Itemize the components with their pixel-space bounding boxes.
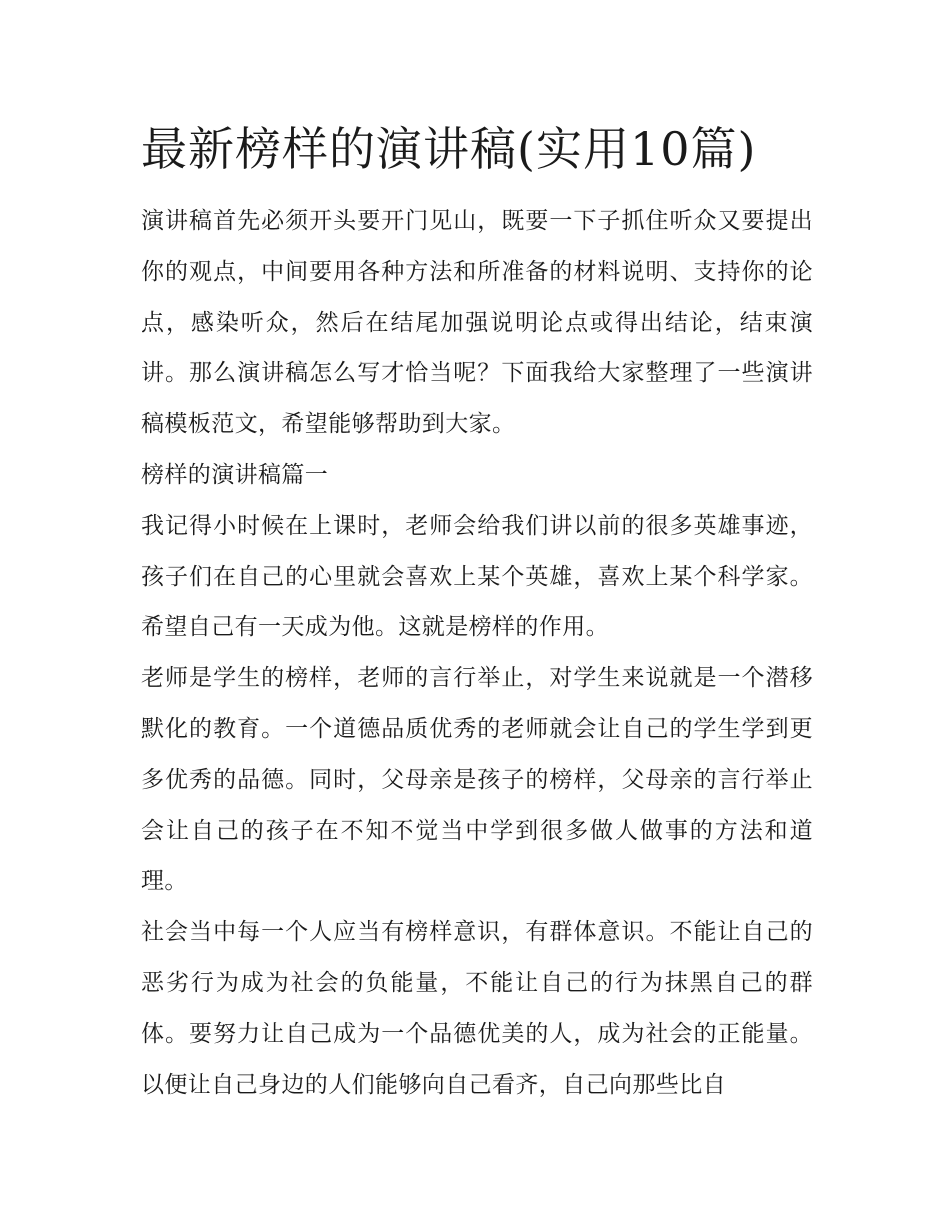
document-page (141, 118, 813, 1110)
intro-paragraph: 演讲稿首先必须开头要开门见山，既要一下子抓住听众又要提出你的观点，中间要用各种方法和所准备的材料说明、支持你的论点，感染听众，然后在结尾加强说明论点或得出结论，结束演讲。那么演讲稿怎么写才恰当呢？下面我给大家整理了一些演讲稿模板范文，希望能够帮助到大家。 (141, 208, 813, 438)
document-title: 最新榜样的演讲稿(实用10篇) (141, 122, 757, 176)
body-paragraph: 我记得小时候在上课时，老师会给我们讲以前的很多英雄事迹，孩子们在自己的心里就会喜欢上某个英雄，喜欢上某个科学家。希望自己有一天成为他。这就是榜样的作用。 (141, 512, 813, 641)
section-heading: 榜样的演讲稿篇一 (141, 461, 329, 488)
body-paragraph: 老师是学生的榜样，老师的言行举止，对学生来说就是一个潜移默化的教育。一个道德品质优秀的老师就会让自己的学生学到更多优秀的品德。同时，父母亲是孩子的榜样，父母亲的言行举止会让自己的孩子在不知不觉当中学到很多做人做事的方法和道理。 (141, 665, 813, 895)
body-paragraph: 社会当中每一个人应当有榜样意识，有群体意识。不能让自己的恶劣行为成为社会的负能量，不能让自己的行为抹黑自己的群体。要努力让自己成为一个品德优美的人，成为社会的正能量。以便让自己身边的人们能够向自己看齐，自己向那些比自 (141, 919, 813, 1098)
